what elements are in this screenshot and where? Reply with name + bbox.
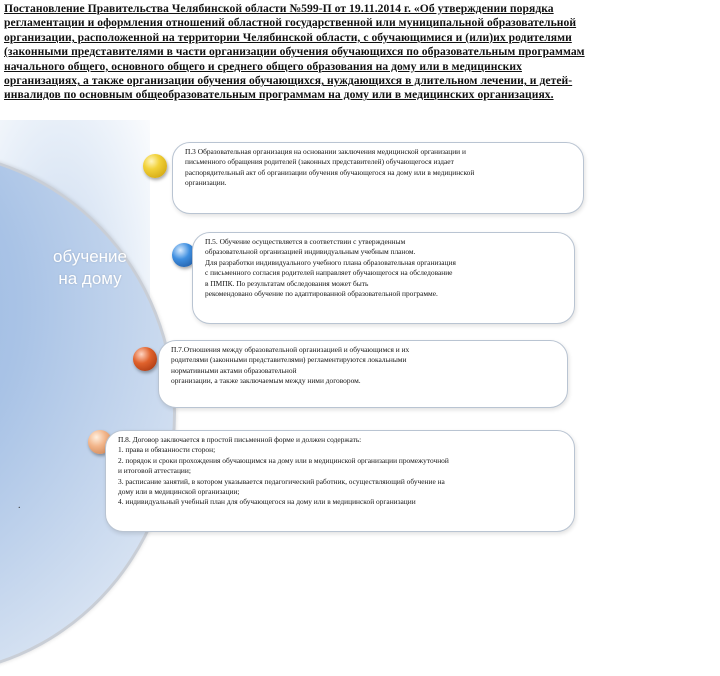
info-box-p7 — [158, 340, 568, 408]
title-line: регламентации и оформления отношений областной государственной или муниципальной образовательной — [4, 16, 577, 30]
info-box-p8 — [105, 430, 575, 532]
box-line: 2. порядок и сроки прохождения обучающимся на дому или в медицинской организации промежуточной — [118, 455, 449, 465]
bullet-ball-yellow — [143, 154, 167, 178]
box-line: 4. индивидуальный учебный план для обучающегося на дому или в медицинской организации — [118, 497, 416, 507]
center-label-line: на дому — [58, 269, 122, 288]
box-line: 1. права и обязанности сторон; — [118, 445, 216, 455]
title-line: организациях, а также организации обучения обучающихся, нуждающихся в длительном лечении, и детей- — [4, 74, 573, 88]
box-line: П.8. Договор заключается в простой письменной форме и должен содержать: — [118, 435, 362, 444]
title-line: начального общего, основного общего и среднего общего образования на дому или в медицинских — [4, 59, 522, 73]
box-line: организации, а также заключаемым между ними договором. — [171, 376, 361, 386]
box-line: образовательной организацией индивидуальным учебным планом. — [205, 247, 416, 257]
box-line: Для разработки индивидуального учебного плана образовательная организация — [205, 257, 456, 267]
box-line: с письменного согласия родителей направляет обучающегося на обследование — [205, 268, 453, 278]
box-line: дому или в медицинской организации; — [118, 487, 240, 497]
center-label-line: обучение — [53, 247, 127, 266]
dot-mark: . — [18, 500, 21, 511]
box-line: в ПМПК. По результатам обследования может быть — [205, 278, 369, 288]
title-line: (законными представителями в части организации обучения обучающихся по образовательным программам — [4, 45, 585, 59]
info-box-p5 — [192, 232, 575, 324]
box-line: родителями (законными представителями) регламентируются локальными — [171, 355, 407, 365]
bullet-ball-red — [133, 347, 157, 371]
box-line: П.7.Отношения между образовательной организацией и обучающимся и их — [171, 345, 410, 354]
title-line: Постановление Правительства Челябинской области №599-П от 19.11.2014 г. «Об утверждении порядка — [4, 2, 554, 15]
center-label — [40, 246, 140, 290]
box-line: рекомендовано обучение по адаптированной образовательной программе. — [205, 289, 438, 299]
title-line: инвалидов по основным общеобразовательным программам на дому или в медицинских организациях. — [4, 88, 554, 102]
box-line: распорядительный акт об организации обучения обучающегося на дому или в медицинской — [185, 167, 475, 177]
title-line: организации, расположенной на территории Челябинской области, с обучающимися и (или)их родителями — [4, 30, 572, 44]
document-title — [4, 2, 716, 103]
info-box-p3 — [172, 142, 584, 214]
box-line: организации. — [185, 178, 227, 188]
box-line: П.3 Образовательная организация на основании заключения медицинской организации и — [185, 147, 466, 156]
box-line: и итоговой аттестации; — [118, 466, 191, 476]
box-line: нормативными актами образовательной — [171, 365, 297, 375]
box-line: письменного обращения родителей (законных представителей) обучающегося издает — [185, 157, 454, 167]
box-line: 3. расписание занятий, в котором указывается педагогический работник, осуществляющий обучение на — [118, 476, 445, 486]
box-line: П.5. Обучение осуществляется в соответствии с утвержденным — [205, 237, 406, 246]
